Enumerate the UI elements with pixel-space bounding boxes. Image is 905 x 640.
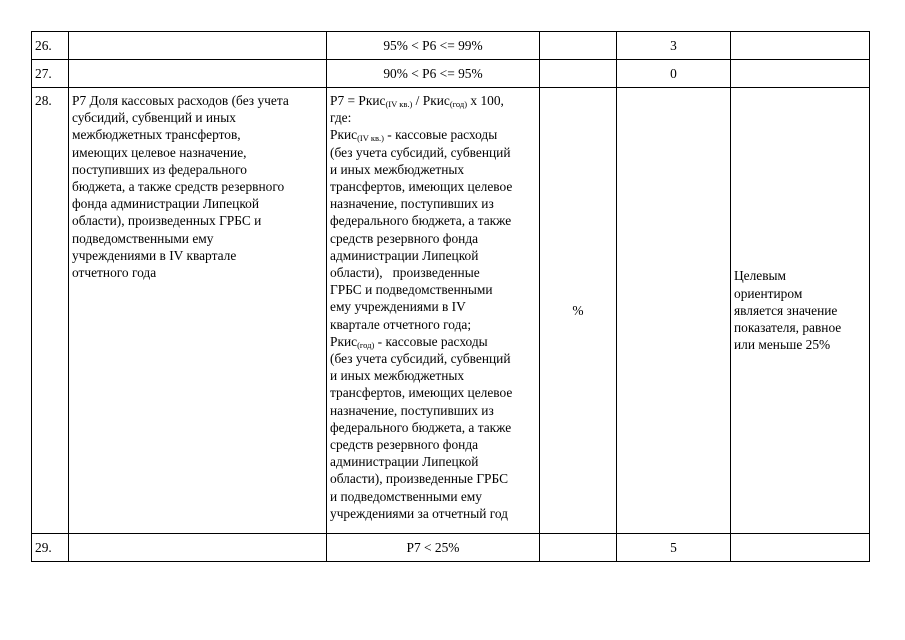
- definition-2-head: Ркис$_{(год)}$ - кассовые расходы: [330, 333, 488, 350]
- definition-line: трансфертов, имеющих целевое: [330, 179, 513, 195]
- formula-line: Р7 = Ркис$_{(IV кв.)}$ / Ркис$_{(год)}$ x 100,: [330, 93, 504, 109]
- note-cell: [731, 60, 870, 88]
- definition-1-head: Ркис$_{(IV кв.)}$ - кассовые расходы: [330, 127, 498, 144]
- row-number: 26.: [32, 32, 69, 60]
- note-cell: [731, 534, 870, 562]
- definition-line: федерального бюджета, а также: [330, 419, 512, 435]
- unit-cell: [540, 60, 617, 88]
- indicator-name-line: фонда администрации Липецкой: [72, 196, 260, 212]
- definition-line: и иных межбюджетных: [330, 368, 465, 384]
- indicator-name-line: межбюджетных трансфертов,: [72, 127, 241, 143]
- indicator-name-line: субсидий, субвенций и иных: [72, 110, 236, 126]
- indicator-name-line: отчетного года: [72, 265, 157, 281]
- definition-line: и подведомственными ему: [330, 488, 482, 504]
- score-cell: 0: [617, 60, 731, 88]
- condition-cell: 95% < Р6 <= 99%: [327, 32, 540, 60]
- indicator-name: [69, 60, 327, 88]
- definition-line: квартале отчетного года;: [330, 316, 472, 332]
- indicator-name-line: имеющих целевое назначение,: [72, 144, 247, 160]
- definition-line: назначение, поступивших из: [330, 196, 494, 212]
- note-cell: [731, 32, 870, 60]
- indicator-name: [69, 32, 327, 60]
- score-cell: 3: [617, 32, 731, 60]
- note-line: или меньше 25%: [734, 337, 831, 353]
- indicator-name-line: области), произведенных ГРБС и: [72, 213, 262, 229]
- table-row: [32, 88, 870, 534]
- indicator-name-line: учреждениями в IV квартале: [72, 247, 237, 263]
- unit-cell: [540, 32, 617, 60]
- condition-cell: Р7 < 25%: [327, 534, 540, 562]
- score-cell: 5: [617, 534, 731, 562]
- indicators-table: [31, 31, 870, 562]
- definition-line: и иных межбюджетных: [330, 161, 465, 177]
- definition-line: ГРБС и подведомственными: [330, 282, 493, 298]
- definition-line: области), произведенные: [330, 265, 480, 281]
- indicator-name-line: поступивших из федерального: [72, 161, 247, 177]
- definition-line: ему учреждениями в IV: [330, 299, 466, 315]
- formula-cell: [327, 88, 540, 534]
- formula-where: где:: [330, 110, 352, 126]
- definition-line: администрации Липецкой: [330, 454, 479, 470]
- indicator-name-line: Р7 Доля кассовых расходов (без учета: [72, 93, 289, 108]
- indicator-name: [69, 88, 327, 534]
- definition-line: учреждениями за отчетный год: [330, 505, 508, 521]
- row-number: 27.: [32, 60, 69, 88]
- note-line: ориентиром: [734, 285, 803, 301]
- definition-line: администрации Липецкой: [330, 247, 479, 263]
- row-number: 29.: [32, 534, 69, 562]
- definition-line: (без учета субсидий, субвенций: [330, 144, 511, 160]
- indicator-name: [69, 534, 327, 562]
- table-row: [32, 534, 870, 562]
- definition-line: назначение, поступивших из: [330, 402, 494, 418]
- note-line: является значение: [734, 302, 838, 318]
- definition-line: (без учета субсидий, субвенций: [330, 351, 511, 367]
- note-line: показателя, равное: [734, 320, 842, 336]
- definition-line: средств резервного фонда: [330, 230, 479, 246]
- indicator-name-line: подведомственными ему: [72, 230, 214, 246]
- definition-line: федерального бюджета, а также: [330, 213, 512, 229]
- note-line: Целевым: [734, 268, 787, 284]
- row-number: 28.: [32, 88, 69, 534]
- indicator-name-line: бюджета, а также средств резервного: [72, 179, 285, 195]
- unit-cell: %: [540, 88, 617, 534]
- definition-line: средств резервного фонда: [330, 437, 479, 453]
- unit-cell: [540, 534, 617, 562]
- note-cell: [731, 88, 870, 534]
- score-cell: [617, 88, 731, 534]
- definition-line: трансфертов, имеющих целевое: [330, 385, 513, 401]
- condition-cell: 90% < Р6 <= 95%: [327, 60, 540, 88]
- table-row: [32, 60, 870, 88]
- table-row: [32, 32, 870, 60]
- definition-line: области), произведенные ГРБС: [330, 471, 509, 487]
